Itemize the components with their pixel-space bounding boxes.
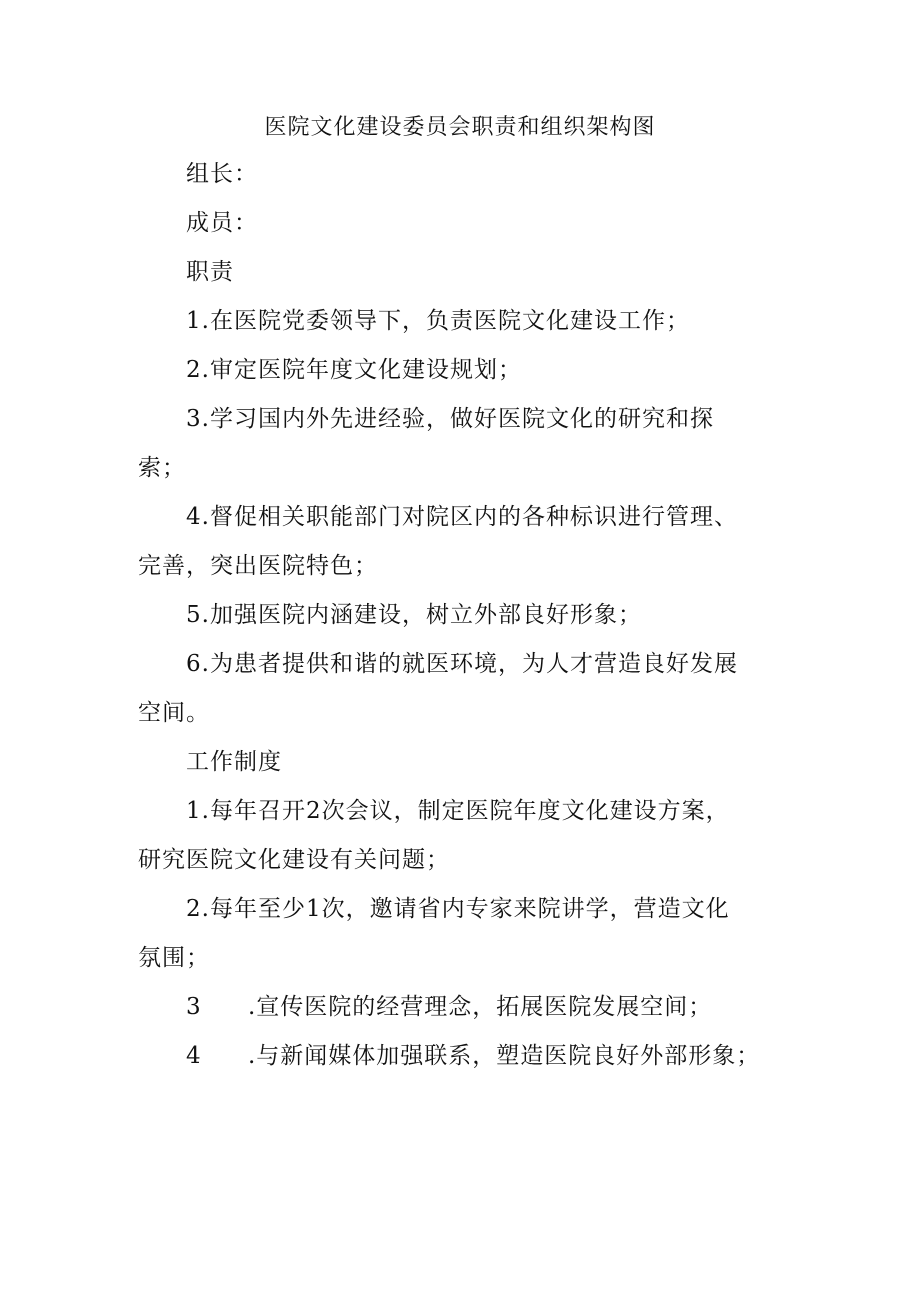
duty-number: 4 bbox=[186, 504, 202, 530]
duty-item-6-continued: 空间。 bbox=[138, 700, 210, 726]
system-item-3 bbox=[186, 989, 712, 1025]
duty-item-4-continued: 完善，突出医院特色； bbox=[138, 553, 378, 579]
duty-text: .审定医院年度文化建设规划； bbox=[201, 357, 522, 383]
leader-label: 组长： bbox=[186, 161, 258, 187]
system-item-2-continued: 氛围； bbox=[138, 945, 210, 971]
system-number: 3 bbox=[186, 994, 202, 1020]
duty-item-6 bbox=[186, 646, 738, 682]
duty-item-3 bbox=[186, 401, 714, 437]
duty-text: .督促相关职能部门对院区内的各种标识进行管理、 bbox=[201, 504, 738, 530]
duty-number: 1 bbox=[186, 308, 202, 334]
duty-item-1 bbox=[186, 303, 690, 339]
duties-heading: 职责 bbox=[186, 259, 234, 285]
duty-text: .学习国内外先进经验，做好医院文化的研究和探 bbox=[201, 406, 714, 432]
system-item-1-continued: 研究医院文化建设有关问题； bbox=[138, 847, 450, 873]
duty-item-4 bbox=[186, 499, 738, 535]
duty-text: .为患者提供和谐的就医环境，为人才营造良好发展 bbox=[201, 651, 738, 677]
system-number: 2 bbox=[186, 896, 202, 922]
system-number: 1 bbox=[186, 798, 202, 824]
document-title: 医院文化建设委员会职责和组织架构图 bbox=[264, 115, 656, 140]
duty-number: 2 bbox=[186, 357, 202, 383]
system-number: 4 bbox=[186, 1043, 202, 1069]
duty-text: .加强医院内涵建设，树立外部良好形象； bbox=[201, 602, 642, 628]
duty-item-5 bbox=[186, 597, 642, 633]
system-text: .每年至少1次，邀请省内专家来院讲学，营造文化 bbox=[201, 896, 730, 922]
system-heading: 工作制度 bbox=[186, 749, 282, 775]
duty-number: 6 bbox=[186, 651, 202, 677]
members-label: 成员： bbox=[186, 210, 258, 236]
duty-item-3-continued: 索； bbox=[138, 455, 186, 481]
duty-number: 3 bbox=[186, 406, 202, 432]
duty-item-2 bbox=[186, 352, 522, 388]
system-text: .每年召开2次会议，制定医院年度文化建设方案， bbox=[201, 798, 730, 824]
duty-text: .在医院党委领导下，负责医院文化建设工作； bbox=[201, 308, 690, 334]
system-item-4 bbox=[186, 1038, 760, 1074]
system-text: .与新闻媒体加强联系，塑造医院良好外部形象； bbox=[248, 1043, 761, 1069]
duty-number: 5 bbox=[186, 602, 202, 628]
system-text: .宣传医院的经营理念，拓展医院发展空间； bbox=[248, 994, 713, 1020]
system-item-2 bbox=[186, 891, 730, 927]
system-item-1 bbox=[186, 793, 730, 829]
